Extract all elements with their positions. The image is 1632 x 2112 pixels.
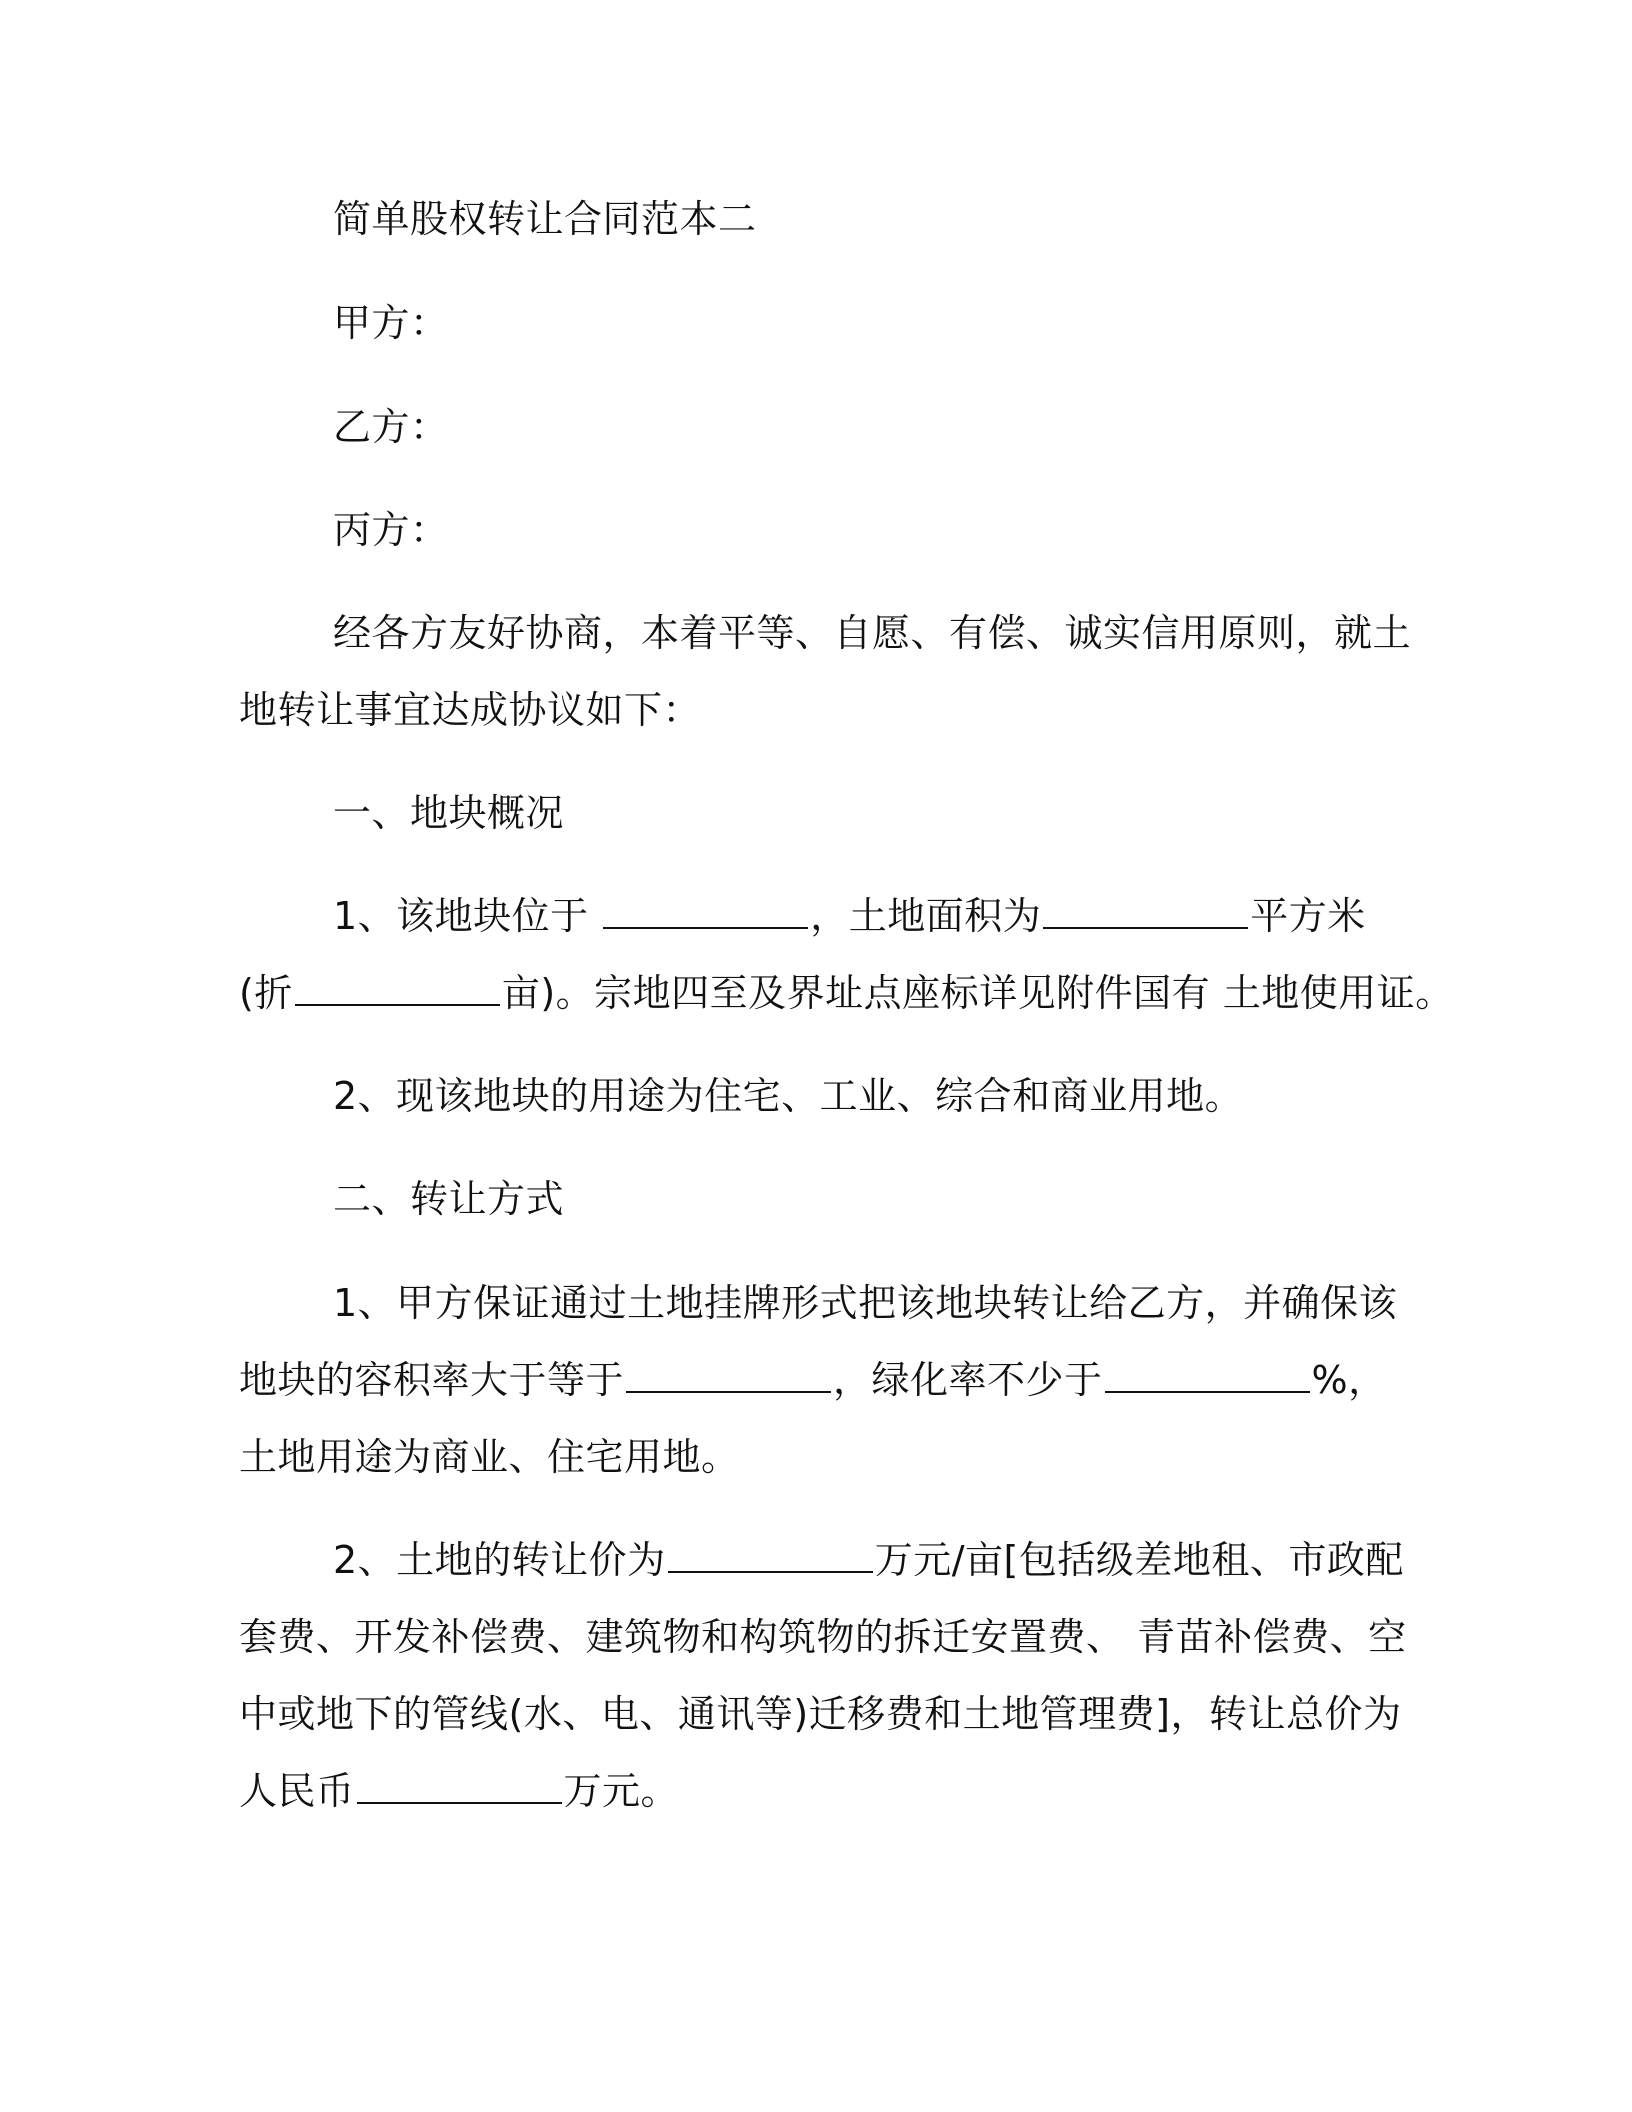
green-rate-blank [1105,1357,1310,1393]
section-1-item-2: 2、现该地块的用途为住宅、工业、综合和商业用地。 [333,1074,1244,1118]
item-2-2-text-d: 人民币 [239,1769,355,1813]
area-blank [1043,893,1248,929]
party-a-label: 甲方： [333,301,449,345]
item-1-text-d: (折 [239,971,293,1015]
document-title: 简单股权转让合同范本二 [333,197,757,241]
preamble-line-1: 经各方友好协商，本着平等、自愿、有偿、诚实信用原则，就土 [333,611,1412,655]
item-2-1-text-c: %， [1311,1358,1387,1402]
section-1-item-1-line-2 [239,968,1454,1018]
item-1-text-a: 1、该地块位于 [333,894,602,938]
section-2-item-1-line-1: 1、甲方保证通过土地挂牌形式把该地块转让给乙方，并确保该 [333,1281,1398,1325]
item-2-2-text-a: 2、土地的转让价为 [333,1538,666,1582]
item-1-text-c: 平方米 [1250,894,1366,938]
item-1-text-b: ，土地面积为 [810,894,1042,938]
section-2-item-2-line-3: 中或地下的管线(水、电、通讯等)迁移费和土地管理费]，转让总价为 [239,1692,1402,1736]
price-per-mu-blank [668,1537,873,1573]
section-1-item-1-line-1 [333,891,1366,941]
section-2-item-2-line-4 [239,1766,679,1816]
item-2-1-text-a: 地块的容积率大于等于 [239,1358,625,1402]
party-b-label: 乙方： [333,405,449,449]
section-2-item-1-line-2 [239,1355,1387,1405]
section-2-item-2-line-1 [333,1535,1404,1585]
preamble-line-2: 地转让事宜达成协议如下： [239,688,702,732]
section-2-item-1-line-3: 土地用途为商业、住宅用地。 [239,1435,740,1479]
party-c-label: 丙方： [333,508,449,552]
section-2-heading: 二、转让方式 [333,1177,565,1221]
item-2-2-text-b: 万元/亩[包括级差地租、市政配 [874,1538,1404,1582]
section-1-heading: 一、地块概况 [333,791,565,835]
item-1-text-e: 亩)。宗地四至及界址点座标详见附件国有 土地使用证。 [501,971,1454,1015]
item-2-1-text-b: ，绿化率不少于 [833,1358,1103,1402]
section-2-item-2-line-2: 套费、开发补偿费、建筑物和构筑物的拆迁安置费、 青苗补偿费、空 [239,1615,1407,1659]
plot-ratio-blank [626,1357,831,1393]
mu-blank [295,970,500,1006]
location-blank [603,893,808,929]
item-2-2-text-e: 万元。 [563,1769,680,1813]
total-price-blank [357,1768,562,1804]
